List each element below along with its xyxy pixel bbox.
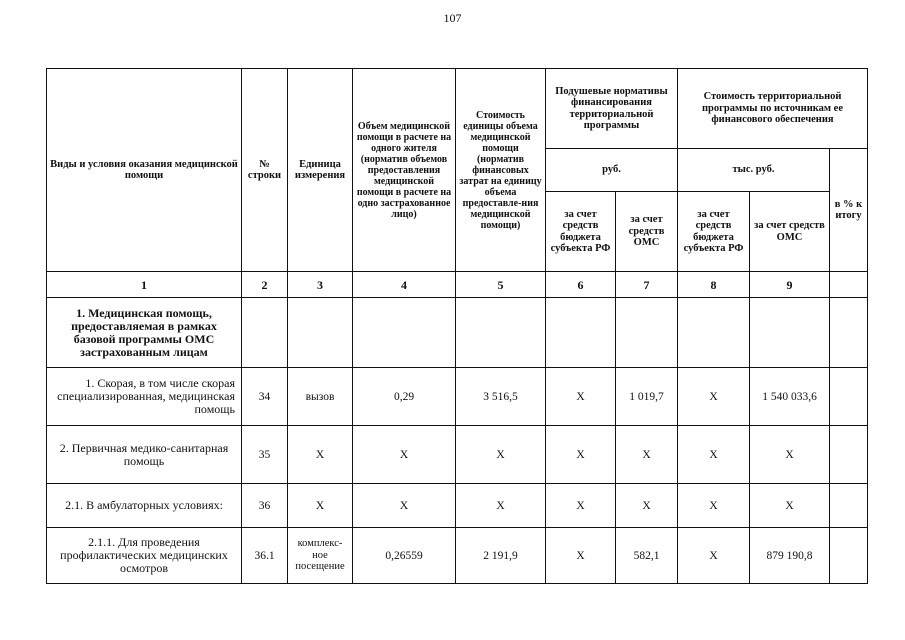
header-row-no: № строки: [242, 69, 288, 272]
header-col6: за счет средств ОМС: [616, 192, 678, 272]
financing-table: [46, 68, 868, 584]
row-c3: [353, 298, 456, 368]
row-unit: Х: [288, 484, 353, 528]
row-no: 36: [242, 484, 288, 528]
row-c5: Х: [546, 528, 616, 584]
header-cost: Стоимость единицы объема медицинской помощи (норматив финансовых затрат на единицу объема предоставле-ния медицинской помощи): [456, 69, 546, 272]
header-cost-group: Стоимость территориальной программы по источникам ее финансового обеспечения: [678, 69, 868, 149]
row-c3: 0,29: [353, 368, 456, 426]
header-col8: за счет средств ОМС: [750, 192, 830, 272]
row-c3: 0,26559: [353, 528, 456, 584]
row-unit: вызов: [288, 368, 353, 426]
header-volume: Объем медицинской помощи в расчете на одного жителя (норматив объемов предоставления медицинской помощи в расчете на одно застрахованное лицо): [353, 69, 456, 272]
row-unit: Х: [288, 426, 353, 484]
row-c8: 1 540 033,6: [750, 368, 830, 426]
row-c4: 3 516,5: [456, 368, 546, 426]
column-numbers-row: [47, 272, 868, 298]
row-c9: [830, 528, 868, 584]
col-number: 2: [242, 272, 288, 298]
table-row: [47, 426, 868, 484]
page-number: 107: [443, 11, 462, 25]
row-c3: Х: [353, 426, 456, 484]
col-number: 9: [750, 272, 830, 298]
header-types: Виды и условия оказания медицинской помощи: [47, 69, 242, 272]
row-c5: Х: [546, 484, 616, 528]
row-c4: Х: [456, 426, 546, 484]
table-row: [47, 528, 868, 584]
row-c9: [830, 484, 868, 528]
row-name: 2.1. В амбулаторных условиях:: [47, 484, 242, 528]
row-c6: Х: [616, 484, 678, 528]
row-c5: Х: [546, 368, 616, 426]
row-name: 2.1.1. Для проведения профилактических медицинских осмотров: [47, 528, 242, 584]
row-c6: 582,1: [616, 528, 678, 584]
row-no: 34: [242, 368, 288, 426]
col-number: [830, 272, 868, 298]
row-c7: Х: [678, 484, 750, 528]
row-name: 2. Первичная медико-санитарная помощь: [47, 426, 242, 484]
row-c9: [830, 368, 868, 426]
row-c8: Х: [750, 426, 830, 484]
col-number: 7: [616, 272, 678, 298]
row-c3: Х: [353, 484, 456, 528]
row-c7: Х: [678, 528, 750, 584]
row-unit: комплекс-ное посещение: [288, 528, 353, 584]
row-no: 35: [242, 426, 288, 484]
row-c8: [750, 298, 830, 368]
header-norms-group: Подушевые нормативы финансирования территориальной программы: [546, 69, 678, 149]
row-c7: Х: [678, 426, 750, 484]
col-number: 5: [456, 272, 546, 298]
row-c7: Х: [678, 368, 750, 426]
header-pct: в % к итогу: [830, 149, 868, 272]
row-c8: 879 190,8: [750, 528, 830, 584]
header-rub: руб.: [546, 149, 678, 192]
row-c4: Х: [456, 484, 546, 528]
row-unit: [288, 298, 353, 368]
col-number: 1: [47, 272, 242, 298]
row-c6: Х: [616, 426, 678, 484]
row-c6: 1 019,7: [616, 368, 678, 426]
row-c4: 2 191,9: [456, 528, 546, 584]
table-row: [47, 368, 868, 426]
header-col7: за счет средств бюджета субъекта РФ: [678, 192, 750, 272]
row-no: 36.1: [242, 528, 288, 584]
col-number: 8: [678, 272, 750, 298]
table-row: [47, 298, 868, 368]
row-c9: [830, 426, 868, 484]
row-name: 1. Скорая, в том числе скорая специализированная, медицинская помощь: [47, 368, 242, 426]
row-c7: [678, 298, 750, 368]
header-unit: Единица измерения: [288, 69, 353, 272]
row-c5: [546, 298, 616, 368]
row-no: [242, 298, 288, 368]
row-c4: [456, 298, 546, 368]
table-row: [47, 484, 868, 528]
header-col5: за счет средств бюджета субъекта РФ: [546, 192, 616, 272]
header-thous-rub: тыс. руб.: [678, 149, 830, 192]
col-number: 6: [546, 272, 616, 298]
row-c5: Х: [546, 426, 616, 484]
col-number: 4: [353, 272, 456, 298]
row-c8: Х: [750, 484, 830, 528]
row-c9: [830, 298, 868, 368]
row-c6: [616, 298, 678, 368]
row-name: 1. Медицинская помощь, предоставляемая в рамках базовой программы ОМС застрахованным лицам: [47, 298, 242, 368]
col-number: 3: [288, 272, 353, 298]
